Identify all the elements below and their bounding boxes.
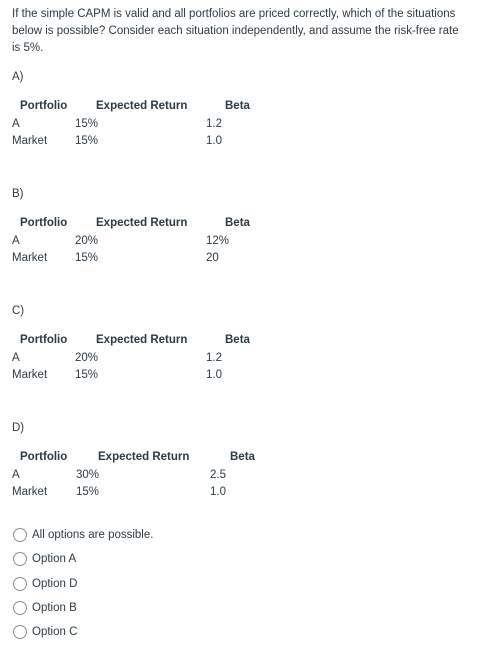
cell-expected-return: 15% <box>75 369 99 381</box>
table-row <box>12 369 272 385</box>
table-row <box>12 486 272 502</box>
cell-portfolio: Market <box>12 486 48 498</box>
table-row <box>12 352 272 368</box>
col-expected-return: Expected Return <box>96 217 188 229</box>
table-header <box>12 100 272 116</box>
radio-button[interactable] <box>13 601 27 615</box>
col-beta: Beta <box>225 334 250 346</box>
table-header <box>12 451 272 467</box>
option-c[interactable] <box>13 620 153 644</box>
table-header <box>12 217 272 233</box>
col-expected-return: Expected Return <box>96 100 188 112</box>
col-portfolio: Portfolio <box>20 451 68 463</box>
cell-portfolio: Market <box>12 252 48 264</box>
cell-beta: 1.0 <box>206 135 222 147</box>
table-row <box>12 135 272 151</box>
col-beta: Beta <box>225 217 250 229</box>
cell-portfolio: A <box>12 352 20 364</box>
cell-portfolio: A <box>12 469 20 481</box>
radio-button[interactable] <box>13 577 27 591</box>
cell-expected-return: 20% <box>75 235 99 247</box>
answer-options <box>13 523 153 644</box>
col-portfolio: Portfolio <box>20 334 68 346</box>
col-portfolio: Portfolio <box>20 217 68 229</box>
table-row <box>12 252 272 268</box>
cell-portfolio: Market <box>12 369 48 381</box>
cell-portfolio: Market <box>12 135 48 147</box>
cell-beta: 1.2 <box>206 118 222 130</box>
option-d[interactable] <box>13 572 153 596</box>
table-row <box>12 118 272 134</box>
situation-label: B) <box>12 188 24 200</box>
question-text: If the simple CAPM is valid and all portfolios are priced correctly, which of the situations below is possible? Consider each situation independently, and assume the risk-free rate is 5%. <box>12 8 459 54</box>
cell-beta: 1.2 <box>206 352 222 364</box>
table-row <box>12 469 272 485</box>
situation-label: C) <box>12 305 25 317</box>
option-label[interactable]: Option A <box>32 553 77 566</box>
radio-button[interactable] <box>13 625 27 639</box>
option-label[interactable]: Option B <box>32 602 77 615</box>
col-beta: Beta <box>230 451 255 463</box>
option-b[interactable] <box>13 596 153 620</box>
option-label[interactable]: Option D <box>32 577 78 590</box>
radio-button[interactable] <box>13 528 27 542</box>
col-portfolio: Portfolio <box>20 100 68 112</box>
cell-portfolio: A <box>12 118 20 130</box>
cell-expected-return: 15% <box>75 118 99 130</box>
option-label[interactable]: Option C <box>32 626 78 639</box>
cell-expected-return: 20% <box>75 352 99 364</box>
cell-expected-return: 15% <box>75 252 99 264</box>
table-header <box>12 334 272 350</box>
cell-beta: 12% <box>206 235 230 247</box>
situation-label: A) <box>12 71 24 83</box>
cell-beta: 1.0 <box>210 486 226 498</box>
cell-beta: 20 <box>206 252 219 264</box>
col-expected-return: Expected Return <box>96 334 188 346</box>
cell-expected-return: 30% <box>76 469 100 481</box>
col-expected-return: Expected Return <box>98 451 190 463</box>
cell-expected-return: 15% <box>76 486 100 498</box>
option-label[interactable]: All options are possible. <box>32 529 154 542</box>
option-a[interactable] <box>13 547 153 571</box>
option-all-possible[interactable] <box>13 523 153 547</box>
col-beta: Beta <box>225 100 250 112</box>
cell-beta: 1.0 <box>206 369 222 381</box>
situation-label: D) <box>12 422 25 434</box>
radio-button[interactable] <box>13 552 27 566</box>
cell-expected-return: 15% <box>75 135 99 147</box>
cell-portfolio: A <box>12 235 20 247</box>
table-row <box>12 235 272 251</box>
cell-beta: 2.5 <box>210 469 226 481</box>
